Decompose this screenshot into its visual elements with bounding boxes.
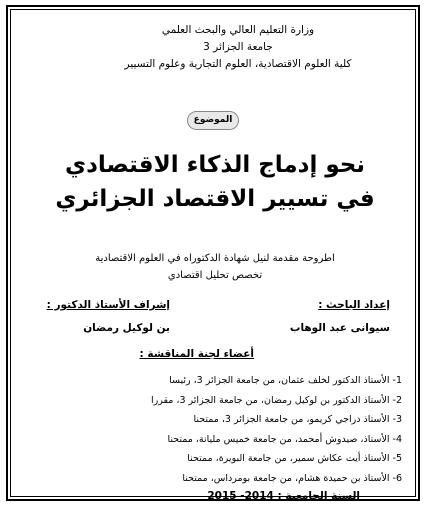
faculty-name: كلية العلوم الاقتصادية، العلوم التجارية وعلوم التسيير: [124, 58, 352, 70]
academic-year: السنة الجامعية : 2014- 2015: [207, 490, 360, 502]
committee-title: أعضاء لجنة المناقشة :: [139, 348, 254, 360]
committee-member: 6- الأستاذ بن حميدة هشام، من جامعة بومرداس، ممتحنا: [182, 472, 402, 484]
committee-list: [42, 371, 402, 489]
subject-badge: الموضوع: [188, 112, 238, 129]
university-name: جامعة الجزائر 3: [203, 41, 273, 53]
supervisor-name: بن لوكيل رمضان: [83, 322, 170, 334]
committee-member: 2- الأستاذ الدكتور بن لوكيل رمضان، من جامعة الجزائر 3، مقررا: [151, 394, 402, 406]
committee-member: 5- الأستاذ أيت عكاش سمير، من جامعة البويرة، ممتحنا: [187, 453, 402, 465]
thesis-specialty: تخصص تحليل اقتصادي: [167, 270, 263, 281]
thesis-title-line-2: في تسيير الاقتصاد الجزائري: [55, 186, 375, 212]
ministry-name: وزارة التعليم العالي والبحث العلمي: [161, 24, 315, 36]
thesis-description: اطروحة مقدمة لنيل شهادة الدكتوراه في العلوم الاقتصادية: [95, 253, 335, 264]
institution-header: [78, 22, 398, 73]
researcher-name: سيوانى عبد الوهاب: [289, 322, 390, 334]
supervisor-label: إشراف الأستاذ الدكتور :: [46, 299, 170, 311]
researcher-label: إعداد الباحث :: [318, 299, 390, 311]
committee-member: 1- الأستاذ الدكتور لخلف عثمان، من جامعة الجزائر 3، رئيسا: [169, 375, 402, 386]
thesis-title-line-1: نحو إدماج الذكاء الاقتصادي: [64, 152, 365, 178]
committee-member: 4- الأستاذ، صيدوش أمحمد، من جامعة خميس مليانة، ممتحنا: [167, 433, 402, 445]
committee-member: 3- الأستاذ دراجي كريمو، من جامعة الجزائر 3، ممتحنا: [193, 414, 402, 426]
